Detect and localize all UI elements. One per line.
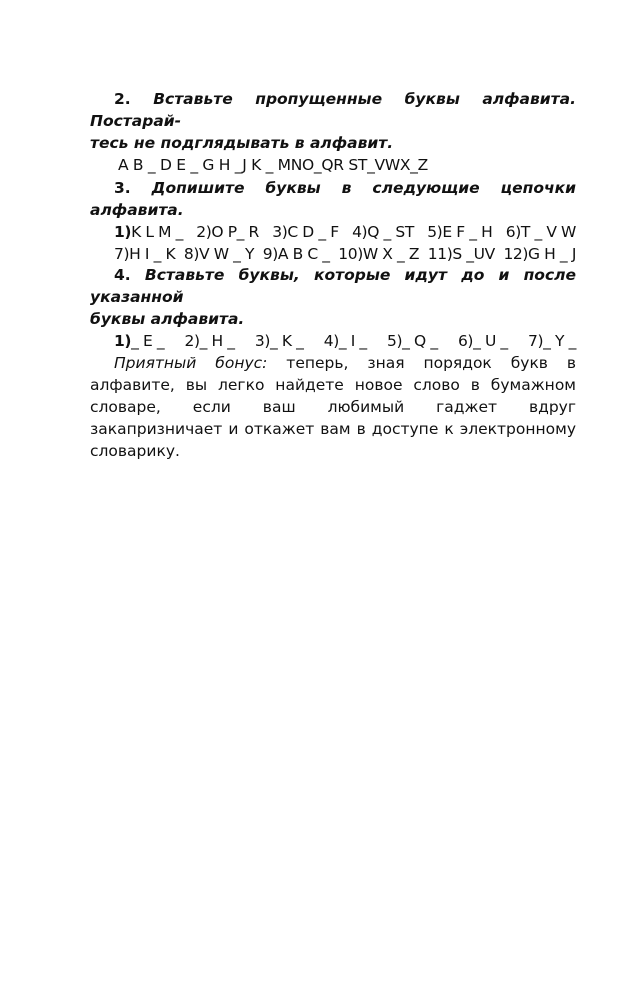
task-3-row-1 (90, 221, 576, 243)
chain-item-number: 6) (505, 223, 521, 241)
neighbor-item-number: 2) (184, 332, 200, 350)
chain-item (427, 221, 492, 243)
chain-item (506, 221, 576, 243)
chain-item (184, 243, 254, 265)
chain-item (428, 243, 495, 265)
neighbor-item-number: 1) (114, 332, 132, 350)
chain-item (114, 221, 183, 243)
chain-item-number: 7) (114, 245, 130, 263)
task-4-items (90, 330, 576, 352)
chain-item-text: C D _ F (287, 223, 339, 241)
task-3-row-2 (90, 243, 576, 265)
chain-item-number: 11) (427, 245, 453, 263)
chain-item-text: E F _ H (442, 223, 493, 241)
task-4-title (90, 264, 576, 330)
chain-item-text: Q _ ST (367, 223, 414, 241)
task-2-title-line1: Вставьте пропущенные буквы алфавита. Постарай- (90, 90, 576, 130)
chain-item-number: 2) (196, 223, 212, 241)
chain-item (338, 243, 419, 265)
neighbor-item-text: _ H _ (199, 332, 235, 350)
bonus-label: Приятный бонус: (114, 354, 268, 372)
neighbor-item-text: _ U _ (473, 332, 508, 350)
task-3-title-text: Допишите буквы в следующие цепочки алфавита. (90, 179, 576, 219)
chain-item (503, 243, 576, 265)
neighbor-item (255, 330, 304, 352)
task-2-number: 2. (114, 90, 131, 108)
chain-item-number: 12) (503, 245, 529, 263)
chain-item-text: G H _ J (528, 245, 576, 263)
chain-item-number: 8) (183, 245, 199, 263)
chain-item-number: 5) (427, 223, 443, 241)
neighbor-item (528, 330, 576, 352)
neighbor-item (114, 330, 164, 352)
bonus-text: теперь, зная порядок букв в алфавите, вы легко найдете новое слово в бумажном словаре, если ваш любимый гаджет вдруг закапризничает и откажет вам в доступе к электронному словарику. (90, 354, 576, 460)
neighbor-item (324, 330, 367, 352)
task-4-number: 4. (114, 266, 131, 284)
chain-item-number: 1) (114, 223, 132, 241)
task-2-sequence: A B _ D E _ G H _J K _ MNO_QR ST_VWX_Z (118, 156, 428, 174)
chain-item-text: K L M _ (131, 223, 183, 241)
chain-item-text: H I _ K (129, 245, 176, 263)
chain-item-text: V W _ Y (198, 245, 255, 263)
chain-item-number: 4) (352, 223, 368, 241)
task-4 (90, 264, 576, 462)
chain-item (352, 221, 414, 243)
neighbor-item-number: 5) (387, 332, 403, 350)
neighbor-item-text: _ Q _ (402, 332, 438, 350)
bonus-paragraph (90, 352, 576, 462)
chain-item-text: S _UV (452, 245, 495, 263)
task-2-title (90, 88, 576, 154)
chain-item-text: T _ V W (520, 223, 576, 241)
chain-item (272, 221, 339, 243)
task-2-title-line2: тесь не подглядывать в алфавит. (90, 134, 394, 152)
chain-item (114, 243, 175, 265)
neighbor-item (458, 330, 508, 352)
chain-item-number: 10) (338, 245, 363, 263)
neighbor-item-text: _ Y _ (543, 332, 576, 350)
neighbor-item-text: _ K _ (269, 332, 304, 350)
neighbor-item-number: 6) (457, 332, 474, 350)
neighbor-item-text: _ I _ (338, 332, 367, 350)
chain-item-number: 9) (262, 245, 278, 263)
chain-item-text: W X _ Z (362, 245, 420, 263)
neighbor-item (184, 330, 234, 352)
neighbor-item-number: 7) (528, 332, 544, 350)
task-3-title (90, 177, 576, 221)
chain-item-text: O P_ R (211, 223, 259, 241)
task-2 (90, 88, 576, 176)
neighbor-item (387, 330, 438, 352)
chain-item (196, 221, 259, 243)
task-4-title-line1: Вставьте буквы, которые идут до и после указанной (90, 266, 576, 306)
task-3 (90, 177, 576, 265)
task-3-number: 3. (114, 179, 131, 197)
neighbor-item-text: _ E _ (131, 332, 165, 350)
chain-item-text: A B C _ (277, 245, 330, 263)
chain-item (263, 243, 330, 265)
task-4-title-line2: буквы алфавита. (90, 310, 245, 328)
neighbor-item-number: 4) (323, 332, 339, 350)
chain-item-number: 3) (272, 223, 288, 241)
neighbor-item-number: 3) (254, 332, 270, 350)
